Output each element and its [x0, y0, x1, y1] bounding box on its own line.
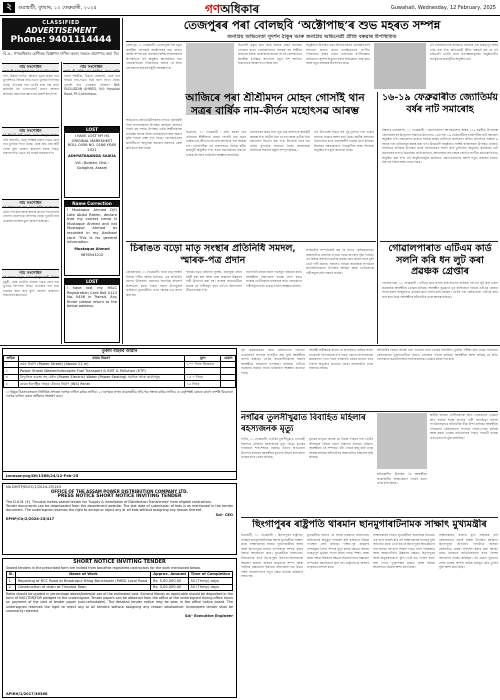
- story5-headline: গোৱালপাৰাত এটিএম কাৰ্ড সলনি কৰি ধন লুট কৰা প্ৰৱঞ্চক গ্ৰেপ্তাৰ: [388, 243, 492, 277]
- rule: [126, 41, 498, 42]
- table-row: [7, 584, 233, 590]
- table-header: Sl.: [7, 571, 16, 577]
- name-change-text-5: আমি শ্ৰী ৰবীন্দ্ৰ নাথ শইকীয়া, পিতা স্বৰ্গীয় নৰেন শইকীয়া, ঠিকনা যোৰহাট, মোৰ নাম বিভিন্ন নথি-পত্ৰত ভিন্ন ৰূপে লিখা হৈছে। দুয়োটা নাম একেজন ব্যক্তিৰ। Ref: FAZLUDDIN AHMED, Vill: Hospital Road, PS: Lakhimpur.: [64, 69, 120, 96]
- table-cell: 30 (Thirty) days: [188, 578, 232, 584]
- tender3-title: SHORT NOTICE INVITING TENDER: [73, 559, 166, 565]
- column-rule: [122, 18, 123, 344]
- tender-notice-1: [2, 348, 237, 480]
- table-cell: ১৫ ০ দিনৰ: [185, 374, 221, 380]
- table-row: [4, 381, 236, 387]
- table-cell: 30 (Thirty) days: [188, 584, 232, 590]
- lost-notice-2: [64, 278, 120, 343]
- tender3-table: [6, 571, 233, 591]
- table-cell: Construction of drain at Tinsukia Town: [16, 584, 151, 590]
- story2-headline: আজিৰে পৰা শ্ৰীশ্ৰীমদন মোহন গোসাঁই থান সত্ৰৰ বাৰ্ষিক নাম-কীৰ্তন মহোৎসৱ আৰম্ভ: [185, 92, 365, 117]
- tender1-footer: Janasanyog/Dt/1568/24/12-Feb-25: [3, 471, 236, 479]
- classified-subtext: বি.দ্ৰ.: গণঅধিকাৰ শ্ৰেণীবদ্ধ বিজ্ঞাপন দাখিল কৰাৰ সময়ত প্ৰমাণপত্ৰ জমা দিব: [3, 51, 119, 56]
- story6-body-col2: মৃতকৰ মাতৃয়ে জনায় যে বিয়াৰ পিছৰে পৰা তেওঁৰ জীয়েকক বিভিন্ন ধৰণে নিৰ্যাতন চলোৱা হৈছিল। আৰক্ষীয়ে এই সম্পৰ্কত এটা গোচৰ ৰুজু কৰি তদন্ত আৰম্ভ কৰিছে। ঘটনাটোৱে অঞ্চলটোত চাঞ্চল্যৰ সৃষ্টি কৰিছে।: [309, 437, 373, 460]
- tender1-title: তুকাম বহিৰৰ আৱান: [101, 349, 138, 354]
- name-correction-body: I Mustaque Ahmed D/O Late Abdul Rahim, declare that my correct name is Mustaque Ahmed and not Mustaque Ahmad as recorded in my Aadhaar card. This is for general information.: [67, 208, 117, 245]
- story7-body-col1: গুৱাহাটী, ১১ ফেব্ৰুৱাৰী : ছিংগাপুৰৰ ৰাষ্ট্ৰপতি থাৰমান ছানমুগাৰাটনামক আজি মুখ্যমন্ত্ৰীয়ে সাক্ষাৎ কৰে। সাক্ষাৎকাৰৰ সময়ত দুয়োগৰাকীয়ে অসম আৰু ছিংগাপুৰৰ মাজত বাণিজ্যিক সম্পৰ্ক বৃদ্ধিৰ বিষয়ে আলোচনা কৰে। মুখ্যমন্ত্ৰীয়ে ৰাজ্যখনত বিনিয়োগৰ বাবে ছিংগাপুৰৰ উদ্যোগপতিসকলক আমন্ত্ৰণ জনায়। অসমৰ প্ৰাকৃতিক সম্পদ আৰু পৰ্যটনৰ সম্ভাৱনাৰ বিষয়েও আলোচনা হয়। উভয় পক্ষই সহযোগিতাৰ নতুন ক্ষেত্ৰ চিনাক্ত কৰিবলৈ সন্মত হয়।: [241, 533, 303, 579]
- name-change-text-4: মই মৰিয়ম খাতুন, পিতা আব্দুল বাৰী, ঠিকনা ধুবুৰী, মোৰ ভোটাৰ পৰিচয় পত্ৰত মোৰ নাম ভুলকৈ লিপিবদ্ধ হৈছে। এতিয়াৰ পৰা শুদ্ধ নামেৰে জনা যাব বুলি ঘোষণা কৰিলো। সকলোৰে জ্ঞাতাৰ্থে।: [3, 275, 59, 298]
- lost-notice-address: Vill.: Borbari, Dist.: Golaghat, Assam: [75, 160, 109, 170]
- table-cell: ১: [4, 361, 19, 367]
- column-rule: [377, 92, 378, 344]
- tender2-details: Tender documents can be downloaded from the department website. The last date of submission of bids is as mentioned in the tender document. The undersigned reserves the right to accept or reject any or all bids without assigning any reason thereof.: [6, 504, 233, 513]
- story3-headline: ১৬-১৯ ফেব্ৰুৱাৰীত জ্যোতিৰ্ময় বৰ্ষৰ নাট সমাৰোহ: [382, 92, 498, 115]
- date-right: Guwahati, Wednesday, 12 February, 2025: [390, 5, 496, 11]
- story2-body-col1: ডিব্ৰুগড়, ১১ ফেব্ৰুৱাৰী : প্ৰতি বছৰৰ দৰে এইবাৰো শ্ৰীশ্ৰীমদন মোহন গোসাঁই থান সত্ৰৰ বাৰ্ষিক নাম-কীৰ্তন মহোৎসৱ আজিৰে পৰা আৰম্ভ হ'ব। তিনিদিনীয়া এই মহোৎসৱত বিভিন্ন ধৰ্মীয় কাৰ্যসূচী অনুষ্ঠিত হ'ব। সত্ৰৰ সত্ৰাধিকাৰে সকলো ভক্তক উপস্থিত থাকিবলৈ আহ্বান জনাইছে।: [186, 130, 246, 157]
- tender1-table: [3, 355, 236, 388]
- table-cell: Rs. 5,00,000.00: [151, 578, 188, 584]
- rule: [241, 517, 498, 518]
- column-rule: [61, 62, 62, 344]
- masthead-rest: অধিকাৰ: [220, 2, 260, 16]
- story2-body-col3: এই উপলক্ষে সত্ৰত বহু দূৰ-দূৰণিৰ পৰা ভক্তৰ সমাগম হোৱাৰ আশা কৰা হৈছে। স্থানীয় প্ৰশাসনে নিৰাপত্তাৰ বাবে প্ৰয়োজনীয় ব্যৱস্থা গ্ৰহণ কৰিছে। উৎসৱৰ সময়ছোৱাত বিনামূলীয়া স্বাস্থ্য শিবিৰো অনুষ্ঠিত হ'ব বুলি জনোৱা হৈছে।: [314, 130, 374, 153]
- story6-body-col3: স্থানীয় ৰাইজে দোষীসকলক অতি সোনকালে গ্ৰেপ্তাৰ কৰি কঠোৰ শাস্তি প্ৰদানৰ দাবী জনাইছে। মহিলা সংগঠনসমূহেও ঘটনাটোৰ তীব্ৰ নিন্দা কৰিছে। আৰক্ষীয়ে পৰিয়ালৰ কেইবাজনো সদস্যক সোধা-পোছা কৰিছে আৰু ময়না তদন্তৰ প্ৰতিবেদনৰ পিছত পৰৱৰ্তী ব্যৱস্থা গ্ৰহণ কৰা হ'ব বুলি জনাইছে।: [430, 413, 498, 440]
- table-cell: Repairing of RCC Road at Bhadrapur Bhog Borichowki (PWD) Local Road: [16, 578, 151, 584]
- classified-banner: [2, 18, 120, 50]
- story7-headline: ছিংগাপুৰৰ ৰাষ্ট্ৰপতি থাৰমান ছানমুগাৰাটনামক সাক্ষাৎ মুখ্যমন্ত্ৰীৰ: [252, 519, 487, 530]
- lost-notice-title: LOST: [65, 127, 119, 133]
- classified-label: CLASSIFIED: [42, 20, 80, 26]
- tender2-title: PRESS NOTICE SHORT NOTICE INVITING TENDER: [57, 494, 182, 500]
- tender2-org: OFFICE OF THE ASSAM POWER DISTRIBUTION COMPANY LTD.: [51, 489, 188, 495]
- name-correction-notice: [64, 200, 120, 276]
- story4-headline: চিৰাঙত বড়ো মাতৃ সংস্থাৰ প্ৰতিনিধি সমদল, স্মাৰক-পত্ৰ প্ৰদান: [130, 243, 296, 266]
- story6-body-col1: নগাঁও, ১১ ফেব্ৰুৱাৰী : নগাঁৱৰ তুলসীখুৱাত এগৰাকী বিবাহিত মহিলাৰ ৰহস্যজনক মৃত্যু হৈছে। মৃতকৰ পৰিয়ালে শাহু-শহুৰৰ বিৰুদ্ধে হত্যাৰ অভিযোগ উত্থাপন কৰিছে। আৰক্ষীয়ে মৃতদেহ উদ্ধাৰ কৰি ময়না তদন্তৰ বাবে প্ৰেৰণ কৰিছে।: [241, 437, 305, 460]
- lost-notice-name: ADHYATANANDA SAIKIA: [68, 154, 116, 159]
- masthead-prefix: গণ: [205, 2, 221, 16]
- table-cell: ১০০ দিনৰ ভিতৰত: [185, 361, 221, 367]
- tender2-ref: No DHITP/ELEC/1/2024-25/145: [6, 485, 61, 489]
- lost-notice-2-body: I have lost my HSLC Registration Card Roll 0123 No. 0456 in Transit. Any finder please return to the below address.: [67, 286, 117, 309]
- tender1-conditions: ১। ইচ্ছুক ঠিকাদাৰসকলে নিৰ্ধাৰিত প্ৰপত্ৰত দৰপত্ৰ দাখিল কৰিব লাগিব। ২। দৰপত্ৰৰ লগত প্ৰয়োজনীয় নথি-পত্ৰ সংলগ্ন কৰিব লাগিব। ৩। কৰ্তৃপক্ষই কোনো কাৰণ নদৰ্শাই যিকোনো দৰপত্ৰ বাতিল কৰাৰ অধিকাৰ সংৰক্ষণ কৰে।: [6, 389, 233, 398]
- story4-body-col1: কোকৰাঝাৰ, ১১ ফেব্ৰুৱাৰী : বড়ো মাতৃ সংস্থাই বিভিন্ন দাবীত আজি চিৰাঙত এক প্ৰতিনিধি সমদল উলিয়ায়। সমদলত শতাধিক মহিলাই অংশগ্ৰহণ কৰে। পিছত জিলা উপায়ুক্তৰ জৰিয়তে মুখ্যমন্ত্ৰীলৈ এখন স্মাৰক-পত্ৰ প্ৰদান কৰা হয়।: [126, 270, 182, 297]
- name-change-text-2: মই শ্ৰীমতী ৰুমী বেগম, পিতা আব্দুল হাকিম, গাঁও বৰপেটা, মোৰ শৈক্ষিক প্ৰমাণ-পত্ৰত মোৰ নাম ভুলকৈ লিখা হৈছে। মোৰ শুদ্ধ নাম ৰুমী বেগম বুলি ঘোষণা কৰিলো। ইয়াৰ পিছত সকলো নথি-পত্ৰত এই নামেই ব্যৱহাৰ হ'ব।: [3, 133, 59, 156]
- lead-body-col3: অনুষ্ঠানত উপস্থিত থকা অতিথিসকলে বোলছবিখনৰ সফলতা কামনা কৰে। চলচ্চিত্ৰখনৰ সংগীত পৰিচালনা কৰিব এজন খ্যাতনামা সংগীতজ্ঞই। অভিনেতা সুদৰ্শন ঠাকুৰে নিজৰ অভিজ্ঞতা ব্যক্ত কৰে আৰু নতুন প্ৰজন্মক উৎসাহিত কৰে।: [306, 43, 370, 66]
- rule: [241, 411, 498, 412]
- story4-body-col4: সংস্থাটোৰ সম্পাদিকাই কয় যে বিগত কেইবছৰমানত অঞ্চলটোত মহিলাৰ ওপৰত হোৱা অপৰাধ বৃদ্ধি পাইছে। এই বিষয়ে প্ৰশাসনে কঠোৰ ব্যৱস্থা গ্ৰহণ কৰিব লাগে বুলি তেওঁ দাবী জনায়। সমদলত বিভিন্ন সামাজিক সংগঠনৰ প্ৰতিনিধিসকলো উপস্থিত আছিল আৰু তেওঁলোকে দাবীসমূহৰ প্ৰতি সমৰ্থন জনায়।: [306, 248, 374, 275]
- story6-body-col4: ঘটনাস্থলীত উপস্থিত হৈ আৰক্ষীয়ে প্ৰয়োজনীয় সাক্ষ্য-প্ৰমাণ সংগ্ৰহ কৰে। তদন্ত চলি আছে।: [377, 472, 427, 486]
- table-header: Name of Work: [16, 571, 151, 577]
- name-change-head-2: নাম সংশোধন: [2, 127, 59, 136]
- name-change-head-3: নাম সংশোধন: [2, 199, 59, 208]
- story3-body: বিশ্বনাথ চাৰিআলি, ১১ ফেব্ৰুৱাৰী : জ্যোতিপ্ৰসাদ আগৰৱালাৰ জন্মৰ ১২০ বছৰীয়া উপলক্ষে জ্যোতিৰ্ময় বৰ্ষ উদ্‌যাপন সমিতিৰ উদ্যোগত ১৬ৰ পৰা ১৯ ফেব্ৰুৱাৰীলৈ চাৰিদিনীয়া নাট সমাৰোহ অনুষ্ঠিত হ'ব। সমাৰোহত ৰাজ্যৰ বিভিন্ন প্ৰান্তৰ নাট্যদলে অংশগ্ৰহণ কৰিব। প্ৰতিদিনে সন্ধিয়া ৬ বজাৰ পৰা নাটকসমূহ মঞ্চস্থ কৰা হ'ব। উদ্বোধনী অনুষ্ঠানত বিশিষ্ট ব্যক্তিসকল উপস্থিত থাকিব। সমিতিয়ে ৰাইজক উপস্থিত থাকি সমাৰোহখন সফল কৰি তুলিবলৈ অনুৰোধ জনাইছে। নাট সমাৰোহৰ লগতে চিত্ৰাংকন প্ৰতিযোগিতা, আলোচনা সভা আৰু জ্যোতি সংগীত প্ৰতিযোগিতাও অনুষ্ঠিত কৰা হ'ব। এই অনুষ্ঠানসমূহৰ জৰিয়তে জ্যোতিপ্ৰসাদৰ আদৰ্শ নতুন প্ৰজন্মৰ মাজত বিয়পাই দিয়াৰ লক্ষ্য লোৱা হৈছে।: [382, 128, 498, 165]
- name-change-head-1: নাম সংশোধন: [2, 63, 59, 72]
- table-cell: ৩: [4, 374, 19, 380]
- table-cell: Power Street Wastechdiscapite Fuel Transport & SMT & Pollution (ETP): [18, 368, 185, 374]
- story4-body-col2: স্মাৰক-পত্ৰত মহিলাৰ সুৰক্ষা, নিচাযুক্ত দ্ৰব্যৰ বিক্ৰী বন্ধ কৰা আৰু গ্ৰাম্য অঞ্চলৰ উন্নয়নৰ দাবী উত্থাপন কৰা হয়। সংস্থাৰ সভানেত্ৰীয়ে জনায় যে দাবীসমূহ পূৰণ নহ'লে আন্দোলন তীব্ৰতৰ কৰা হ'ব।: [186, 270, 242, 293]
- story5-continuation-2: আৰক্ষী অধীক্ষকে জনায় যে অপৰিচিত ব্যক্তিৰ সহায় লোৱাটো বিপদজনক হ'ব পাৰে। কোনো সন্দেহজনক কাৰ্যকলাপ দেখা পালে তৎক্ষণাৎ ওচৰৰ থানাত খবৰ দিবলৈ অনুৰোধ জনোৱা হৈছে। মামলাটোৰ তদন্ত অব্যাহত আছে।: [309, 348, 373, 371]
- rule: [0, 345, 500, 346]
- page-header: [0, 0, 500, 16]
- story7-body-col2: মুখ্যমন্ত্ৰীয়ে জনায় যে অসম চৰকাৰে ৰাজ্যখনত বিনিয়োগৰ অনুকূল পৰিৱেশ সৃষ্টি কৰিবলৈ বিভিন্ন পদক্ষেপ গ্ৰহণ কৰিছে। দক্ষিণ-পূব এছিয়াৰ দেশসমূহৰ সৈতে সম্পৰ্ক সুদৃঢ় কৰাৰ ক্ষেত্ৰত অসমে গুৰুত্বপূৰ্ণ ভূমিকা পালন কৰিব পাৰে। শিক্ষা, স্বাস্থ্য আৰু দক্ষতা উন্নয়নৰ ক্ষেত্ৰত সহযোগিতাৰ সম্ভাৱনা সম্পৰ্কেও আলোচনা কৰা হয়। ৰাষ্ট্ৰপতিয়ে অসমৰ সংস্কৃতিৰ প্ৰশংসা কৰে।: [307, 533, 369, 570]
- lost-notice-1: [64, 126, 120, 198]
- table-header: মূল্য: [185, 355, 221, 361]
- table-cell: ১৫ দিনৰ: [185, 381, 221, 387]
- date-left: গুৱাহাটী, বুধবাৰ, ১২ ফেব্ৰুৱাৰী, ২০২৫: [18, 5, 97, 11]
- lost-notice-2-title: LOST: [65, 279, 119, 285]
- table-cell: 2: [7, 584, 16, 590]
- story5-continuation-3: ঘটনাটোৰ বিষয়ে অধিক তথ্য সংগ্ৰহৰ বাবে বেংকৰ চিচিটিভি ফুটেজ পৰীক্ষা কৰা হৈছে। ইতিমধ্যে কেইবাজনো ভুক্তভোগীয়ে থানাত এজাহাৰ দাখিল কৰিছে। আৰক্ষীয়ে আশা কৰিছে যে অতি সোনকালে চক্ৰটোৰ আন সদস্যসকলকো গ্ৰেপ্তাৰ কৰিব পৰা যাব।: [377, 348, 498, 362]
- classified-title: ADVERTISEMENT: [25, 26, 97, 35]
- table-cell: ২: [4, 368, 19, 374]
- name-change-head-4: নাম সংশোধন: [2, 269, 59, 278]
- tender-notice-2: [2, 483, 237, 555]
- tender-notice-3: [2, 558, 237, 698]
- story5-continuation-1: ধৃত প্ৰৱঞ্চকজনে আন কেইবাখনো জিলাত একেধৰণৰ অপৰাধ সংঘটিত কৰা বুলি আৰক্ষীয়ে সন্দেহ কৰিছে। তেওঁৰ সহযোগীসকলক বিচাৰি আৰক্ষীয়ে অভিযান চলাইছে। ৰাইজক এটিএম ব্যৱহাৰৰ সময়ত সতৰ্ক থাকিবলৈ আহ্বান জনোৱা হৈছে।: [241, 348, 305, 375]
- table-cell: 1: [7, 578, 16, 584]
- lost-notice-body: I HAVE LOST MY HS ORIGINAL MARKSHEET ROLL 0456 NO. 0166 YEAR 2021: [67, 134, 117, 152]
- table-cell: Rs. 3,00,000.00: [151, 584, 188, 590]
- story5-body: গোৱালপাৰা, ১১ ফেব্ৰুৱাৰী : এটিএম কাৰ্ড সলনি কৰি সাধাৰণ ৰাইজৰ পৰা ধন লুট কৰা এজন প্ৰৱঞ্চকক আৰক্ষীয়ে গ্ৰেপ্তাৰ কৰিছে। আৰক্ষীৰ সূত্ৰমতে ধৃত ব্যক্তিজনে বিভিন্ন এটিএম কেন্দ্ৰত সহায় কৰাৰ অজুহাতত গ্ৰাহকৰ কাৰ্ড সলনি কৰি লৈছিল। তেওঁৰ পৰা কেইবাখনো এটিএম কাৰ্ড জব্দ কৰা হৈছে। আৰক্ষীয়ে ঘটনাটোৰ তদন্ত আৰম্ভ কৰিছে।: [382, 281, 498, 299]
- table-header: Time of Completion: [188, 571, 232, 577]
- rule: [126, 241, 376, 242]
- story7-body-col4: সাক্ষাৎকাৰত ৰাজ্যৰ মুখ্য সচিবকে ধৰি কেইবাজনো জ্যেষ্ঠ বিষয়া উপস্থিত আছিল। ছিংগাপুৰৰ প্ৰতিনিধি দলটোৱে অসমৰ কেইবাটাও প্ৰকল্প পৰিদৰ্শন কৰাৰ কথা আছে। ৰাজ্য চৰকাৰে অতিথিসকলৰ বাবে বিশেষ আদৰণিৰ ব্যৱস্থা কৰিছিল। এই ভ্ৰমণে দুয়োখন দেশৰ মাজৰ সম্পৰ্ক অধিক মজবুত কৰি তুলিব বুলি আশা কৰা হৈছে।: [439, 533, 498, 570]
- story1-continuation: অভিনেতা-অভিনেত্ৰীসকলৰ লগতে কাৰিকৰী দলৰ সদস্যসকলো উপস্থিত আছিল। মহৰতৰ দিনাই বহু দৰ্শকে উপস্থিত থাকি শিল্পীসকলক শুভেচ্ছা জনায়। উক্ত বোলছবিখন অহা বছৰত মুক্তি দিয়াৰ লক্ষ্য ৰখা হৈছে। বোলছবিখনৰ কাহিনীভাগ আধুনিক সমাজৰ সমস্যাক কেন্দ্ৰ কৰি ৰচনা কৰা হৈছে।: [126, 118, 182, 150]
- story4-body-col3: সমদলটো চহৰৰ প্ৰধান পথসমূহ পৰিক্ৰমা কৰে। আৰক্ষীয়ে নিৰাপত্তাৰ ব্যৱস্থা গ্ৰহণ কৰে। সংস্থাৰ নেত্ৰীসকলে চৰকাৰক অতি সোনকালে দাবীসমূহৰ প্ৰতি গুৰুত্ব দিবলৈ আহ্বান জনায়।: [246, 270, 302, 288]
- lead-body-col4: এই বোলছবিখনৰ জৰিয়তে সমাজৰ এক গুৰুত্বপূৰ্ণ বিষয় দাঙি ধৰা হ'ব। অভিনেত্ৰী প্ৰীতি বৰুৱাই কয় যে এই চৰিত্ৰটো তেওঁৰ বাবে প্ৰত্যাহ্বানমূলক। অনুষ্ঠানটিত সাংস্কৃতিক কাৰ্যসূচীও অনুষ্ঠিত হয়।: [430, 43, 498, 61]
- tender3-terms: Rates should be quoted in percentage above/below/at par of the estimated cost. Earnest Money as applicable should be deposited in the form of NSC/TDR/FDR pledged to the undersigned. Tender papers can be obtained from the office of the undersigned during office hours on payment of the cost of tender paper (non-refundable). The detailed tender notice may be seen in the office notice board. The undersigned reserves the right to reject any or all tenders without assigning any reason whatsoever. Incomplete tender shall be summarily rejected.: [6, 591, 233, 613]
- name-correction-title: Name Correction: [65, 201, 119, 207]
- name-correction-phone: 9876543210: [80, 253, 104, 258]
- tender2-footer: EPHP/Cir/2/2024-25/417: [6, 516, 55, 521]
- story2-body-col2: মহোৎসৱৰ প্ৰথম দিনা পুৱা নাম-প্ৰসংগৰে কাৰ্যসূচী আৰম্ভ হ'ব। দ্বিতীয় দিনা ভাওনা আৰু তৃতীয় দিনা মহাপ্ৰসাদ বিতৰণ কৰা হ'ব। উৎসৱৰ বাবে সত্ৰ চৌহদ সুন্দৰকৈ সজোৱা হৈছে। আয়োজক সমিতিয়ে সকলো প্ৰস্তুতি সম্পূৰ্ণ কৰিছে।: [250, 130, 310, 153]
- lead-headline: তেজপুৰৰ পৰা বোলছবি ‘অক্টোপাছ’ৰ শুভ মহৰত সম্পন্ন: [183, 18, 441, 32]
- table-cell: ৪: [4, 381, 19, 387]
- classified-phone: Phone: 9401114444: [10, 35, 112, 45]
- story6-photo: [377, 413, 427, 469]
- tender3-footer: APIKH/1/2017/36366: [6, 692, 48, 696]
- lead-body-col1: তেজপুৰ, ১১ ফেব্ৰুৱাৰী : তেজপুৰৰ পৰা নতুন অসমীয়া বোলছবি অক্টোপাছৰ শুভ মহৰত আজি সম্পন্ন হয়। সমাজৰ বিশিষ্ট ব্যক্তিসকলৰ উপস্থিতিত এই অনুষ্ঠান আয়োজিত হয়। বোলছবিখনৰ পৰিচালকে জনায় যে অতি সোনকালে ছবিখনৰ শ্বুটিং আৰম্ভ হ'ব।: [126, 43, 182, 70]
- masthead: [205, 1, 259, 16]
- tender2-sign: Sd/- CEO: [215, 512, 233, 517]
- table-cell: কামৰ ইলেক্ট্ৰিক গাছৰ টেণ্ডাৰ নিৰ্মাণ (WS) Panel: [18, 381, 185, 387]
- name-change-text-3: মই অনিল চন্দ্ৰ বৰা, পিতা স্বৰ্গীয় দিনেশ বৰা, মোৰ পেন কাৰ্ড আৰু আধাৰ কাৰ্ডত পিতাৰ নাম বেলেগ বেলেগকৈ লিপিবদ্ধ হৈছে। দুয়োটা নাম একেজন ব্যক্তিৰ বুলি ঘোষণা কৰিছো।: [3, 205, 59, 223]
- tender3-intro: Sealed tenders in the prescribed form are invited from bonafide registered contractors for the work mentioned below.: [6, 565, 201, 570]
- name-change-head-5: নাম সংশোধন: [63, 63, 120, 72]
- lead-photo-2: [374, 43, 426, 89]
- lead-subheadline: জনপ্ৰিয় অভিনেতা সুদৰ্শন ঠাকুৰ আৰু জনপ্ৰিয় অভিনেত্ৰী প্ৰীতি বৰুৱাৰ উপস্থিতিত: [227, 34, 397, 40]
- table-cell: [221, 381, 236, 387]
- name-correction-name: Mustaque Ahmed: [74, 246, 110, 251]
- name-change-text-1: আমি শ্ৰী সঞ্জয় কুমাৰ দাস, পিতা স্বৰ্গীয় হৰিপদ দাস, ঠিকনা নগাঁও, আমাৰ পুত্ৰৰ প্ৰকৃত নাম ভুলবশতঃ বিভিন্ন নথি-পত্ৰত ভুলকৈ লিপিবদ্ধ হৈছে। এতিয়াৰ পৰা তেওঁৰ শুদ্ধ নাম গ্ৰহণ কৰিবলৈ মই এফিডেভিট যোগে ঘোষণা কৰিছো। সকলোৰে জ্ঞাতাৰ্থে প্ৰকাশ কৰা হ'ল।: [3, 69, 59, 96]
- table-header: ক্ৰমিক: [4, 355, 19, 361]
- rule: [380, 241, 498, 242]
- page-number: ২: [3, 2, 15, 13]
- lead-body-col2: চিত্ৰনাট্য প্ৰস্তুত কৰা হৈছে ৰাজ্যৰ এজন জনপ্ৰিয় লেখকৰ দ্বাৰা। বোলছবিখনত অসমৰ বহু শিল্পীয়ে অভিনয় কৰিব। প্ৰযোজকে জনায় যে এই বোলছবিখন অসমীয়া চলচ্চিত্ৰ জগতলৈ নতুন দিশ আনিব। সকলোৰে সহযোগিতা বিচৰা হয়।: [238, 43, 302, 66]
- tender2-text: The D.G.M. (E), Tinsukia invites sealed tender for 'Supply & Installation of Distribution Transformer' from eligible contractors.: [6, 499, 212, 504]
- table-cell: বিদ্যুতিক ব্যৱস্থা সহ মেইন (Power Electric) Water (Power Seating) সমন্বিত আৰু কাৰ্য্যসমূহ: [18, 374, 185, 380]
- story7-body-col3: সাক্ষাৎকাৰৰ পিছত মুখ্যমন্ত্ৰীয়ে সামাজিক মাধ্যমত এক বাৰ্তা প্ৰকাশ কৰি এই সাক্ষাৎকাৰক ফলপ্ৰসূ বুলি অভিহিত কৰে। তেওঁ কয় যে ছিংগাপুৰৰ অভিজ্ঞতাৰ পৰা অসমে বহু কথা শিকিব পাৰে। নগৰ পৰিকল্পনা আৰু আন্তঃগাঁথনি উন্নয়নৰ ক্ষেত্ৰত ছিংগাপুৰৰ আৰ্হি অনুকৰণযোগ্য বুলি তেওঁ মত পোষণ কৰে। অহা দিনত দুয়োপক্ষৰ মাজত আৰু অধিক আলোচনা হোৱাৰ আশা কৰা হৈছে।: [373, 533, 435, 570]
- story6-headline: নগাঁৱৰ তুলসীখুৱাত বিবাহিত মহিলাৰ ৰহস্যজনক মৃত্যু: [241, 413, 366, 434]
- table-cell: কমৰ নিৰ্মাণ (Power Street) (Above 11 m): [18, 361, 185, 367]
- tender3-sign: Sd/- Executive Engineer: [184, 613, 233, 618]
- table-header: কামৰ বিৱৰণ: [18, 355, 185, 361]
- table-header: Approx. Amount: [151, 571, 188, 577]
- table-header: মেয়াদ: [221, 355, 236, 361]
